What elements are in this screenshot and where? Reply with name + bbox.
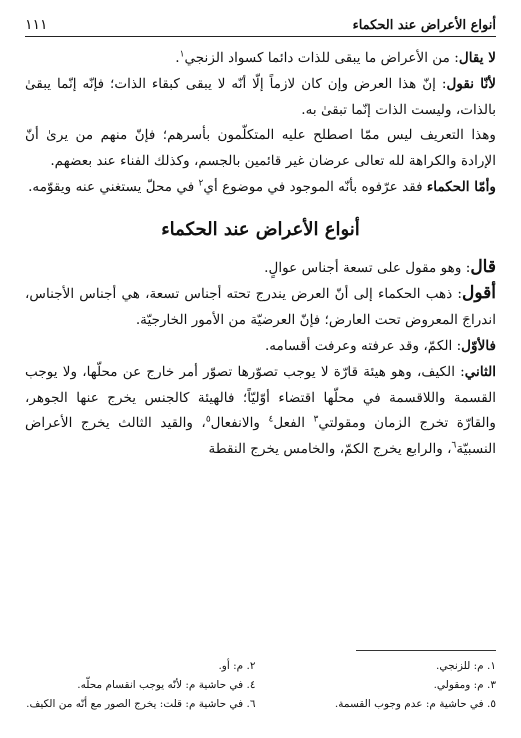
paragraph-lead: الثاني [464,363,496,380]
paragraph-lead: فالأوّل [461,337,496,354]
footnote-marker: ٢ [198,178,204,189]
paragraph-text: فقد عرّفوه بأنّه الموجود في موضوع أي [203,178,427,195]
paragraph-text: : إنّ هذا العرض وإن كان لازماً إلّا أنّه لا يبقى كبقاء الذات؛ فإنّه إنّما يبقىٰ بالذات، وليست الذات إنّما تبقىٰ به. [25,75,496,118]
footnote-divider [356,650,496,651]
footnote-list [25,657,496,714]
paragraph-text: والانفعال [210,415,269,432]
paragraph-text: : الكمّ، وقد عرفته وعرفت أقسامه. [264,337,462,354]
paragraph [25,175,496,201]
paragraph-lead: قال [470,256,496,277]
paragraph-tail: . [175,50,180,66]
section-heading: أنواع الأعراض عند الحكماء [161,218,360,240]
paragraph-text: ، والقيد الثالث يخرج الأعراض النسبيّة [25,415,496,458]
paragraph [25,281,496,334]
footnotes [25,650,496,714]
paragraph-lead: لأنّا نقول [446,75,496,92]
footnote-marker: ٦ [451,440,457,451]
paragraph-text: : وهو مقول على تسعة أجناس عوالٍ. [264,259,471,276]
footnote-marker: ٤ [268,414,274,425]
paragraph [25,123,496,175]
page-number: ١١١ [25,17,48,33]
running-title: أنواع الأعراض عند الحكماء [352,17,496,33]
paragraph [25,360,496,463]
paragraph-text: : الكيف، وهو هيئة قارّة لا يوجب تصوّرها تصوّر أمر خارج عن محلّها، ولا يوجب القسمة واللاقسمة في محلّها اقتضاء أوّليّاً؛ فالهيئة كالجنس يخرج عنها الجوهر، والقارّة تخرج الزمان ومقولتي [25,363,496,432]
paragraph [25,334,496,360]
paragraph-text: وهذا التعريف ليس ممّا اصطلح عليه المتكلّمون بأسرهم؛ فإنّ منهم من يرىٰ أنّ الإرادة والكراهة لله تعالى عرضان غير قائمين بالجسم، وكذلك الفناء عند بعضهم. [25,127,496,170]
paragraph-text: : ذهب الحكماء إلى أنّ العرض يندرج تحته أجناس تسعة، هي أجناس الأجناس، اندراجَ المعروض تحت العارض؛ فإنّ العرضيّة من الأمور الخارجيّة. [25,286,496,329]
paragraph [25,72,496,124]
footnote: ٢. م: أو. [218,660,256,672]
footnote-marker: ١ [179,49,185,60]
footnote: ٤. في حاشية م: لأنّه يوجب انقسام محلّه. [77,679,256,691]
footnote: ٣. م: ومقولي. [433,679,496,691]
paragraph [25,255,496,282]
footnote: ٦. في حاشية م: قلت: يخرج الصور مع أنّه من الكيف. [26,698,256,710]
footnote: ٥. في حاشية م: عدم وجوب القسمة. [334,698,496,710]
footnote-marker: ٣ [313,414,319,425]
paragraph-lead: أقول [462,283,496,304]
paragraph-text: ، والرابع يخرج الكمّ، والخامس يخرج النقطة [208,441,452,458]
paragraph [25,46,496,72]
main-text [25,46,496,463]
paragraph-text: : من الأعراض ما يبقى للذات دائما كسواد الزنجي [184,50,459,66]
paragraph-lead: لا يقال [458,50,496,66]
paragraph-tail: في محلّ يستغني عنه ويقوّمه. [28,178,199,195]
footnote: ١. م: للزنجي. [436,660,496,672]
paragraph-lead: وأمّا الحكماء [426,178,496,195]
paragraph-tail: الفعل [273,415,314,432]
footnote-marker: ٥ [205,414,211,425]
page-header [25,14,496,37]
